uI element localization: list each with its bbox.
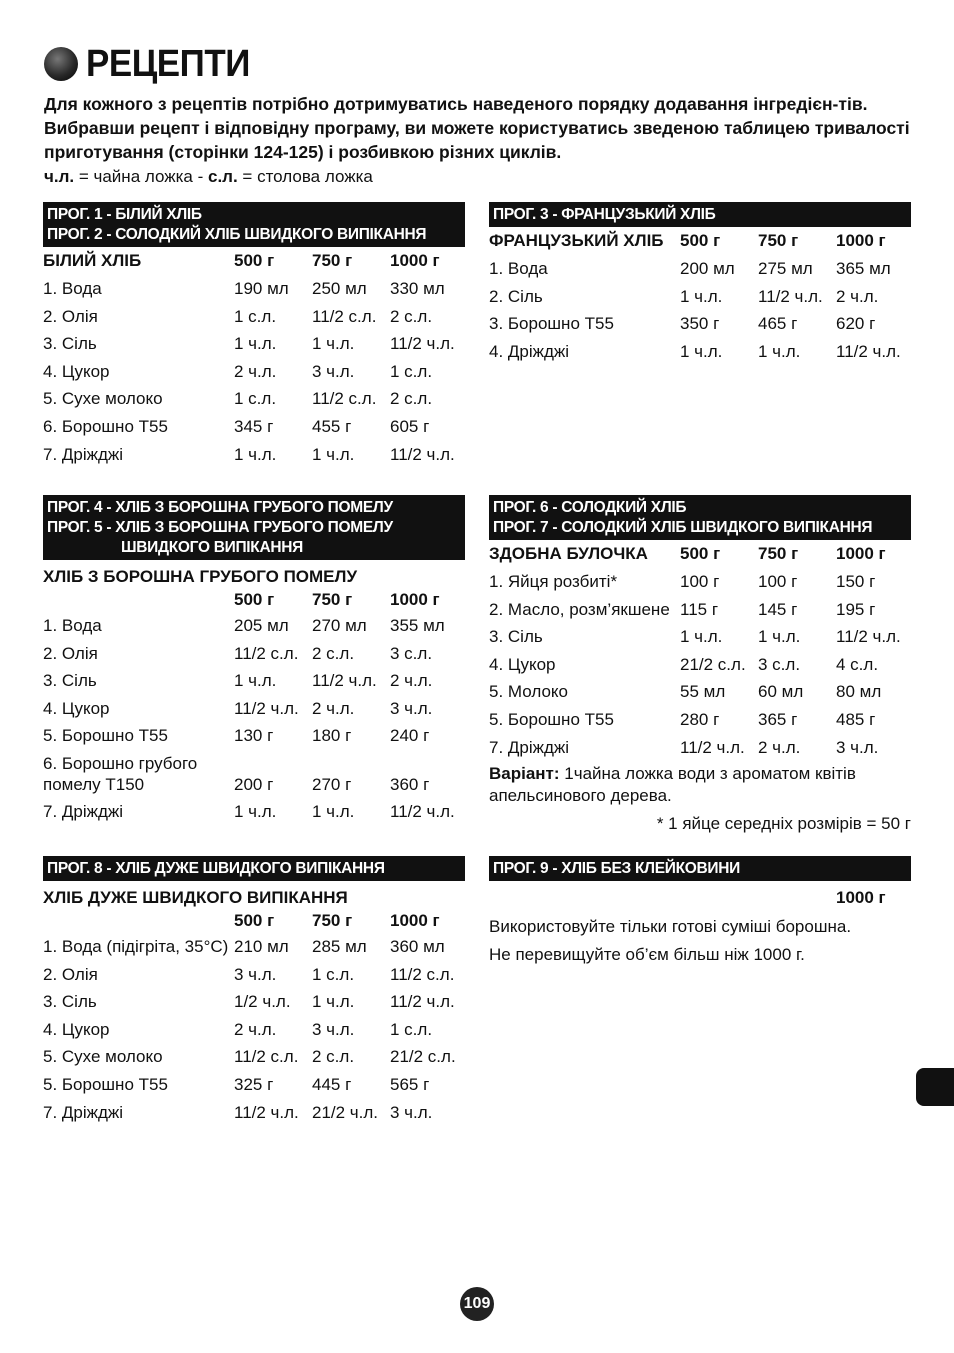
ingredient-name: 5. Борошно Т55	[43, 726, 168, 746]
ingredient-amount: 2 с.л.	[312, 643, 355, 663]
ingredient-amount: 2 ч.л.	[758, 737, 801, 757]
ingredient-amount: 2 ч.л.	[234, 1019, 277, 1039]
ingredient-amount: 1 ч.л.	[680, 627, 723, 647]
table-row	[489, 338, 911, 366]
ingredient-amount: 3 с.л.	[758, 654, 801, 674]
ingredient-amount: 2 ч.л.	[234, 361, 277, 381]
ingredient-amount: 11/2 ч.л.	[390, 801, 455, 821]
recipe-section-super-rapid	[43, 856, 465, 1126]
table-row	[43, 330, 465, 358]
ingredient-amount: 11/2 ч.л.	[390, 992, 455, 1012]
program-title-2: ПРОГ. 5 - ХЛІБ З БОРОШНА ГРУБОГО ПОМЕЛУ	[47, 519, 393, 536]
program-bar	[489, 495, 911, 540]
table-row	[43, 722, 465, 750]
header-weight: 1000 г	[836, 231, 886, 250]
ingredient-amount: 620 г	[836, 314, 876, 334]
ingredient-amount: 280 г	[680, 709, 720, 729]
ingredient-amount: 1/2 ч.л.	[234, 992, 291, 1012]
ingredient-name: 3. Сіль	[489, 627, 543, 647]
ingredient-name: 6. Борошно Т55	[43, 416, 168, 436]
recipe-section-french-bread	[489, 202, 911, 365]
ingredient-amount: 11/2 с.л.	[234, 643, 299, 663]
ingredient-name: 5. Сухе молоко	[43, 389, 163, 409]
header-weight: 750 г	[312, 251, 353, 270]
ingredient-name: 2. Олія	[43, 964, 98, 984]
header-weight: 750 г	[312, 911, 353, 930]
ingredient-amount: 11/2 ч.л.	[234, 698, 299, 718]
ingredient-amount: 1 ч.л.	[758, 627, 801, 647]
table-row	[43, 798, 465, 826]
table-header	[489, 540, 911, 568]
ingredient-amount: 605 г	[390, 416, 430, 436]
ingredient-amount: 11/2 ч.л.	[390, 334, 455, 354]
gluten-free-line-2: Не перевищуйте об’єм більш ніж 1000 г.	[489, 944, 805, 964]
ingredient-amount: 365 мл	[836, 259, 891, 278]
ingredient-amount: 1 с.л.	[390, 361, 433, 381]
table-row	[43, 413, 465, 441]
ingredient-amount: 180 г	[312, 726, 352, 746]
ingredient-amount: 11/2 ч.л.	[390, 444, 455, 464]
tsp-abbr: ч.л.	[44, 167, 75, 186]
ingredient-amount: 4 с.л.	[836, 654, 879, 674]
ingredient-amount: 455 г	[312, 416, 352, 436]
program-title-1: ПРОГ. 8 - ХЛІБ ДУЖЕ ШВИДКОГО ВИПІКАННЯ	[47, 860, 385, 877]
ingredient-amount: 1 с.л.	[234, 389, 277, 409]
variant-note	[489, 763, 911, 807]
ingredient-amount: 3 ч.л.	[390, 1102, 433, 1122]
ingredient-amount: 80 мл	[836, 682, 882, 702]
gluten-free-weight: 1000 г	[836, 888, 886, 907]
ingredient-amount: 21/2 с.л.	[680, 654, 746, 674]
ingredient-name: 3. Борошно Т55	[489, 314, 614, 334]
table-row	[489, 678, 911, 706]
header-recipe-name: ФРАНЦУЗЬКИЙ ХЛІБ	[489, 231, 664, 250]
ingredient-name: 5. Молоко	[489, 682, 568, 702]
ingredient-amount: 200 мл	[680, 259, 735, 278]
ingredient-amount: 1 ч.л.	[312, 992, 355, 1012]
tbsp-text: = столова ложка	[237, 167, 373, 186]
ingredient-amount: 200 г	[234, 774, 274, 794]
ingredient-amount: 100 г	[758, 572, 798, 591]
ingredient-amount: 1 ч.л.	[312, 444, 355, 464]
intro-paragraph: Для кожного з рецептів потрібно дотримуватись наведеного порядку додавання інгредієн-тів. Вибравши рецепт і відповідну програму, ви можете користуватись зведеною таблицею тривалості приготування (сторінки 124-125) і розбивкою різних циклів.	[44, 94, 910, 162]
ingredient-amount: 1 ч.л.	[312, 334, 355, 354]
ingredient-name: 3. Сіль	[43, 334, 97, 354]
ingredient-amount: 60 мл	[758, 682, 804, 702]
ingredient-name: 7. Дріжджі	[489, 737, 570, 757]
table-row	[489, 283, 911, 311]
ingredient-amount: 1 ч.л.	[234, 334, 277, 354]
ingredient-amount: 2 с.л.	[390, 306, 433, 326]
table-row	[43, 988, 465, 1016]
abbreviation-legend	[44, 166, 373, 188]
program-title-1: ПРОГ. 1 - БІЛИЙ ХЛІБ	[47, 206, 202, 223]
ingredient-amount: 1 с.л.	[390, 1019, 433, 1039]
recipe-table	[489, 227, 911, 365]
table-row	[43, 612, 465, 640]
ingredient-amount: 195 г	[836, 599, 876, 619]
ingredient-name: 1. Вода	[43, 279, 102, 298]
ingredient-amount: 130 г	[234, 726, 274, 746]
ingredient-amount: 2 ч.л.	[836, 286, 879, 306]
ingredient-name: 7. Дріжджі	[43, 801, 124, 821]
ingredient-amount: 11/2 ч.л.	[680, 737, 745, 757]
ingredient-amount: 11/2 ч.л.	[758, 286, 823, 306]
language-side-tab	[916, 1068, 954, 1106]
ingredient-amount: 11/2 с.л.	[234, 1047, 299, 1067]
ingredient-amount: 1 ч.л.	[680, 341, 723, 361]
ingredient-amount: 11/2 ч.л.	[836, 627, 901, 647]
table-row	[43, 1071, 465, 1099]
ingredient-amount: 100 г	[680, 572, 720, 591]
ingredient-amount: 11/2 с.л.	[390, 964, 455, 984]
ingredient-amount: 350 г	[680, 314, 720, 334]
ingredient-amount: 11/2 с.л.	[312, 306, 377, 326]
table-header	[489, 227, 911, 255]
ingredient-amount: 1 ч.л.	[234, 671, 277, 691]
recipe-table	[489, 540, 911, 761]
recipe-table	[43, 247, 465, 468]
ingredient-name: 2. Сіль	[489, 286, 543, 306]
table-row	[489, 651, 911, 679]
table-row	[43, 933, 465, 961]
ingredient-amount: 1 ч.л.	[234, 444, 277, 464]
table-row	[489, 568, 911, 596]
program-bar	[43, 856, 465, 881]
ingredient-amount: 1 ч.л.	[312, 801, 355, 821]
page-number: 109	[460, 1287, 494, 1321]
ingredient-amount: 2 ч.л.	[312, 698, 355, 718]
program-title-1: ПРОГ. 4 - ХЛІБ З БОРОШНА ГРУБОГО ПОМЕЛУ	[47, 499, 393, 516]
ingredient-amount: 1 с.л.	[312, 964, 355, 984]
header-weight: 750 г	[758, 231, 799, 250]
ingredient-amount: 145 г	[758, 599, 798, 619]
table-row	[43, 441, 465, 469]
ingredient-amount: 205 мл	[234, 616, 289, 635]
header-weight: 1000 г	[390, 911, 440, 930]
ingredient-amount: 325 г	[234, 1074, 274, 1094]
ingredient-amount: 360 мл	[390, 937, 445, 956]
ingredient-amount: 365 г	[758, 709, 798, 729]
table-row	[489, 706, 911, 734]
ingredient-amount: 11/2 ч.л.	[312, 671, 377, 691]
ingredient-amount: 21/2 с.л.	[390, 1047, 456, 1067]
table-row	[489, 310, 911, 338]
ingredient-amount: 360 г	[390, 774, 430, 794]
ingredient-amount: 485 г	[836, 709, 876, 729]
ingredient-amount: 2 с.л.	[312, 1047, 355, 1067]
ingredient-name: 1. Вода	[43, 616, 102, 635]
ingredient-amount: 330 мл	[390, 279, 445, 298]
ingredient-name: 5. Борошно Т55	[489, 709, 614, 729]
table-row	[43, 961, 465, 989]
ingredient-name: 2. Олія	[43, 643, 98, 663]
ingredient-name: 4. Цукор	[43, 698, 110, 718]
program-bar	[43, 202, 465, 247]
gluten-free-line-1: Використовуйте тільки готові суміші борошна.	[489, 917, 852, 936]
table-row	[43, 640, 465, 668]
program-title-2: ПРОГ. 7 - СОЛОДКИЙ ХЛІБ ШВИДКОГО ВИПІКАННЯ	[493, 519, 873, 536]
ingredient-name: 2. Масло, розм’якшене	[489, 599, 670, 619]
ingredient-amount: 250 мл	[312, 279, 367, 298]
ingredient-amount: 355 мл	[390, 616, 445, 635]
page-title-row	[44, 44, 264, 84]
ingredient-amount: 270 мл	[312, 616, 367, 635]
table-header	[43, 247, 465, 275]
ingredient-amount: 2 с.л.	[390, 389, 433, 409]
ingredient-amount: 210 мл	[234, 937, 289, 956]
header-weight: 1000 г	[390, 251, 440, 270]
ingredient-amount: 3 ч.л.	[836, 737, 879, 757]
table-row	[43, 303, 465, 331]
table-row	[43, 1016, 465, 1044]
ingredient-amount: 3 ч.л.	[234, 964, 277, 984]
ingredient-amount: 285 мл	[312, 937, 367, 956]
table-row	[43, 695, 465, 723]
ingredient-name: 4. Дріжджі	[489, 341, 570, 361]
ingredient-amount: 115 г	[680, 599, 719, 619]
ingredient-name: 4. Цукор	[43, 1019, 110, 1039]
ingredient-name: 4. Цукор	[489, 654, 556, 674]
ingredient-amount: 465 г	[758, 314, 798, 334]
ingredient-amount: 11/2 ч.л.	[234, 1102, 299, 1122]
header-weight: 1000 г	[390, 590, 440, 609]
program-bar	[43, 495, 465, 560]
ingredient-amount: 150 г	[836, 572, 876, 591]
tbsp-abbr: с.л.	[208, 167, 238, 186]
ingredient-name: 6. Борошно грубого помелу Т150	[43, 753, 198, 794]
header-recipe-name: БІЛИЙ ХЛІБ	[43, 251, 142, 270]
program-title-1: ПРОГ. 9 - ХЛІБ БЕЗ КЛЕЙКОВИНИ	[493, 860, 740, 877]
ingredient-amount: 445 г	[312, 1074, 352, 1094]
bread-maker-icon	[44, 47, 78, 81]
ingredient-amount: 240 г	[390, 726, 430, 746]
ingredient-amount: 275 мл	[758, 259, 813, 278]
ingredient-amount: 1 ч.л.	[680, 286, 723, 306]
ingredient-amount: 3 ч.л.	[312, 361, 355, 381]
ingredient-name: 1. Вода (підігріта, 35°C)	[43, 937, 229, 956]
ingredient-name: 1. Яйця розбиті*	[489, 572, 618, 591]
header-weight: 750 г	[758, 544, 799, 563]
egg-footnote: * 1 яйце середніх розмірів = 50 г	[656, 814, 911, 834]
program-title-3: ШВИДКОГО ВИПІКАННЯ	[121, 539, 303, 556]
table-row	[43, 358, 465, 386]
header-weight: 500 г	[234, 251, 275, 270]
ingredient-amount: 11/2 с.л.	[312, 389, 377, 409]
header-weight: 500 г	[680, 231, 721, 250]
table-row	[489, 734, 911, 762]
table-row	[43, 275, 465, 303]
header-recipe-name: ЗДОБНА БУЛОЧКА	[489, 544, 648, 563]
ingredient-amount: 2 ч.л.	[390, 671, 433, 691]
recipe-section-wholemeal-bread	[43, 495, 465, 826]
recipe-subheader: ХЛІБ З БОРОШНА ГРУБОГО ПОМЕЛУ	[43, 567, 358, 586]
ingredient-name: 5. Сухе молоко	[43, 1047, 163, 1067]
table-header	[43, 588, 465, 612]
ingredient-amount: 565 г	[390, 1074, 430, 1094]
ingredient-name: 5. Борошно Т55	[43, 1074, 168, 1094]
table-row	[43, 750, 465, 798]
table-header	[43, 909, 465, 933]
ingredient-name: 7. Дріжджі	[43, 1102, 124, 1122]
header-weight: 500 г	[234, 590, 275, 609]
ingredient-amount: 55 мл	[680, 682, 726, 702]
table-row	[489, 596, 911, 624]
ingredient-amount: 3 с.л.	[390, 643, 433, 663]
table-row	[43, 667, 465, 695]
recipe-subheader: ХЛІБ ДУЖЕ ШВИДКОГО ВИПІКАННЯ	[43, 888, 348, 907]
table-row	[489, 255, 911, 283]
ingredient-name: 4. Цукор	[43, 361, 110, 381]
ingredient-amount: 21/2 ч.л.	[312, 1102, 379, 1122]
recipe-table	[43, 909, 465, 1126]
header-weight: 1000 г	[836, 544, 886, 563]
header-weight: 500 г	[680, 544, 721, 563]
page-title: РЕЦЕПТИ	[86, 42, 250, 85]
recipe-section-white-bread	[43, 202, 465, 468]
program-title-1: ПРОГ. 6 - СОЛОДКИЙ ХЛІБ	[493, 499, 687, 516]
ingredient-name: 1. Вода	[489, 259, 548, 278]
program-title-2: ПРОГ. 2 - СОЛОДКИЙ ХЛІБ ШВИДКОГО ВИПІКАННЯ	[47, 226, 427, 243]
header-weight: 750 г	[312, 590, 353, 609]
program-title-1: ПРОГ. 3 - ФРАНЦУЗЬКИЙ ХЛІБ	[493, 206, 716, 223]
recipe-section-gluten-free	[489, 856, 911, 968]
ingredient-amount: 3 ч.л.	[390, 698, 433, 718]
ingredient-name: 3. Сіль	[43, 992, 97, 1012]
ingredient-name: 7. Дріжджі	[43, 444, 124, 464]
header-weight: 500 г	[234, 911, 275, 930]
table-row	[43, 1099, 465, 1127]
ingredient-amount: 345 г	[234, 416, 274, 436]
recipe-table	[43, 588, 465, 826]
variant-text: 1чайна ложка води з ароматом квітів апельсинового дерева.	[489, 764, 856, 806]
tsp-text: = чайна ложка -	[74, 167, 208, 186]
ingredient-amount: 1 ч.л.	[234, 801, 277, 821]
ingredient-amount: 11/2 ч.л.	[836, 341, 901, 361]
ingredient-amount: 190 мл	[234, 279, 289, 298]
table-row	[43, 1043, 465, 1071]
table-row	[43, 385, 465, 413]
ingredient-amount: 1 с.л.	[234, 306, 277, 326]
program-bar	[489, 856, 911, 881]
ingredient-name: 3. Сіль	[43, 671, 97, 691]
ingredient-amount: 1 ч.л.	[758, 341, 801, 361]
recipe-section-brioche	[489, 495, 911, 835]
ingredient-name: 2. Олія	[43, 306, 98, 326]
ingredient-amount: 3 ч.л.	[312, 1019, 355, 1039]
ingredient-amount: 270 г	[312, 774, 352, 794]
program-bar	[489, 202, 911, 227]
variant-label: Варіант:	[489, 764, 560, 784]
table-row	[489, 623, 911, 651]
